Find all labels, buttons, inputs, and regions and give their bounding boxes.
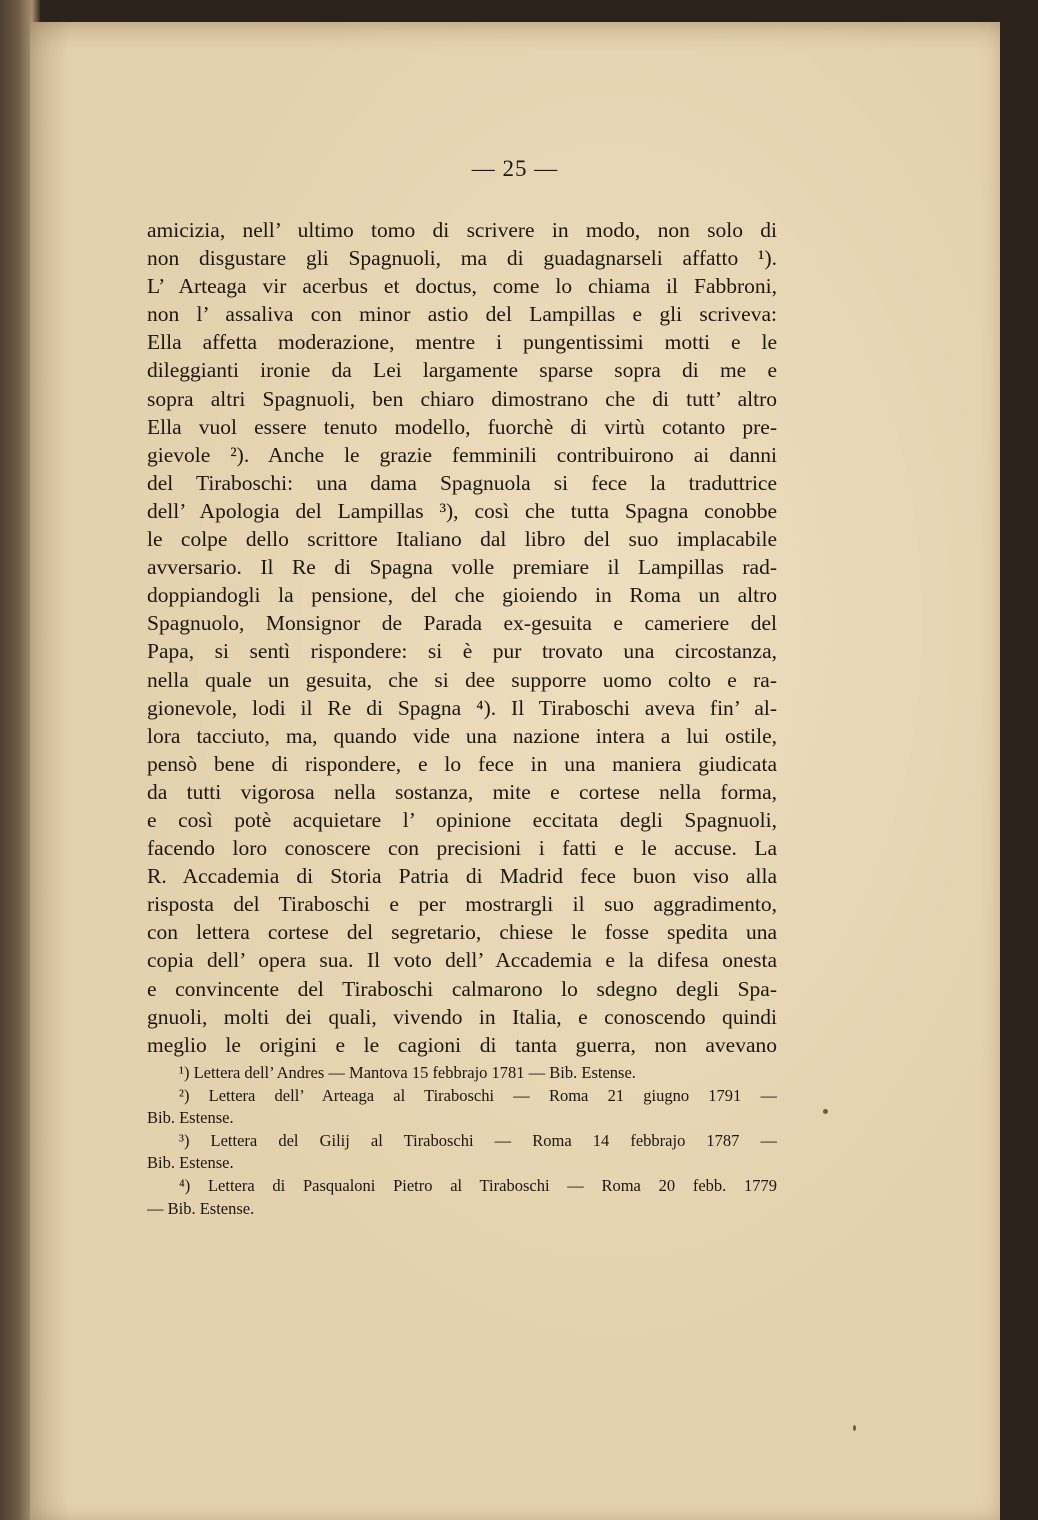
body-line: gievole ²). Anche le grazie femminili contribuirono ai danni bbox=[147, 442, 777, 467]
body-line: non l’ assaliva con minor astio del Lampillas e gli scriveva: bbox=[147, 302, 777, 327]
book-page bbox=[30, 22, 1000, 1520]
body-line: Papa, si sentì rispondere: si è pur trovato una circostanza, bbox=[147, 639, 777, 664]
footnote-2-continuation: Bib. Estense. bbox=[147, 1108, 234, 1128]
body-line: gionevole, lodi il Re di Spagna ⁴). Il Tiraboschi aveva fin’ al- bbox=[147, 695, 777, 720]
body-line: dell’ Apologia del Lampillas ³), così che tutta Spagna conobbe bbox=[147, 498, 777, 523]
body-line: R. Accademia di Storia Patria di Madrid fece buon viso alla bbox=[147, 864, 777, 889]
body-line: L’ Arteaga vir acerbus et doctus, come lo chiama il Fabbroni, bbox=[147, 274, 777, 299]
paper-speck bbox=[853, 1425, 856, 1431]
body-line: doppiandogli la pensione, del che gioiendo in Roma un altro bbox=[147, 583, 777, 608]
body-line: Spagnuolo, Monsignor de Parada ex-gesuita e cameriere del bbox=[147, 611, 777, 636]
body-line: e convincente del Tiraboschi calmarono lo sdegno degli Spa- bbox=[147, 976, 777, 1001]
body-line: lora tacciuto, ma, quando vide una nazione intera a lui ostile, bbox=[147, 723, 777, 748]
footnote-4: ⁴) Lettera di Pasqualoni Pietro al Tiraboschi — Roma 20 febb. 1779 bbox=[179, 1175, 777, 1195]
body-line: Ella vuol essere tenuto modello, fuorchè di virtù cotanto pre- bbox=[147, 414, 777, 439]
body-line: Ella affetta moderazione, mentre i pungentissimi motti e le bbox=[147, 330, 777, 355]
body-line: con lettera cortese del segretario, chiese le fosse spedita una bbox=[147, 920, 777, 945]
footnotes bbox=[147, 1062, 777, 1220]
page-number: — 25 — bbox=[471, 156, 559, 181]
body-text bbox=[147, 216, 777, 1059]
body-line: non disgustare gli Spagnuoli, ma di guadagnarseli affatto ¹). bbox=[147, 246, 777, 271]
body-line: da tutti vigorosa nella sostanza, mite e cortese nella forma, bbox=[147, 779, 777, 804]
body-line: del Tiraboschi: una dama Spagnuola si fece la traduttrice bbox=[147, 470, 777, 495]
body-line: sopra altri Spagnuoli, ben chiaro dimostrano che di tutt’ altro bbox=[147, 386, 777, 411]
body-line: facendo loro conoscere con precisioni i fatti e le accuse. La bbox=[147, 836, 777, 861]
body-line: dileggianti ironie da Lei largamente sparse sopra di me e bbox=[147, 358, 777, 383]
paper-speck bbox=[823, 1109, 828, 1114]
body-line: avversario. Il Re di Spagna volle premiare il Lampillas rad- bbox=[147, 555, 777, 580]
body-line: meglio le origini e le cagioni di tanta guerra, non avevano bbox=[147, 1032, 777, 1057]
body-line: amicizia, nell’ ultimo tomo di scrivere in modo, non solo di bbox=[147, 218, 777, 242]
footnote-2: ²) Lettera dell’ Arteaga al Tiraboschi — Roma 21 giugno 1791 — bbox=[179, 1085, 777, 1105]
footnote-4-continuation: — Bib. Estense. bbox=[147, 1198, 255, 1218]
body-line: copia dell’ opera sua. Il voto dell’ Accademia e la difesa onesta bbox=[147, 948, 777, 973]
body-line: le colpe dello scrittore Italiano dal libro del suo implacabile bbox=[147, 527, 777, 552]
footnote-3-continuation: Bib. Estense. bbox=[147, 1153, 234, 1173]
footnote-1: ¹) Lettera dell’ Andres — Mantova 15 febbrajo 1781 — Bib. Estense. bbox=[179, 1063, 636, 1082]
body-line: e così potè acquietare l’ opinione eccitata degli Spagnuoli, bbox=[147, 807, 777, 832]
body-line: nella quale un gesuita, che si dee supporre uomo colto e ra- bbox=[147, 667, 777, 692]
body-line: risposta del Tiraboschi e per mostrargli il suo aggradimento, bbox=[147, 892, 777, 917]
footnote-3: ³) Lettera del Gilij al Tiraboschi — Roma 14 febbrajo 1787 — bbox=[179, 1130, 777, 1150]
body-line: pensò bene di rispondere, e lo fece in una maniera giudicata bbox=[147, 751, 777, 776]
body-line: gnuoli, molti dei quali, vivendo in Italia, e conoscendo quindi bbox=[147, 1004, 777, 1029]
